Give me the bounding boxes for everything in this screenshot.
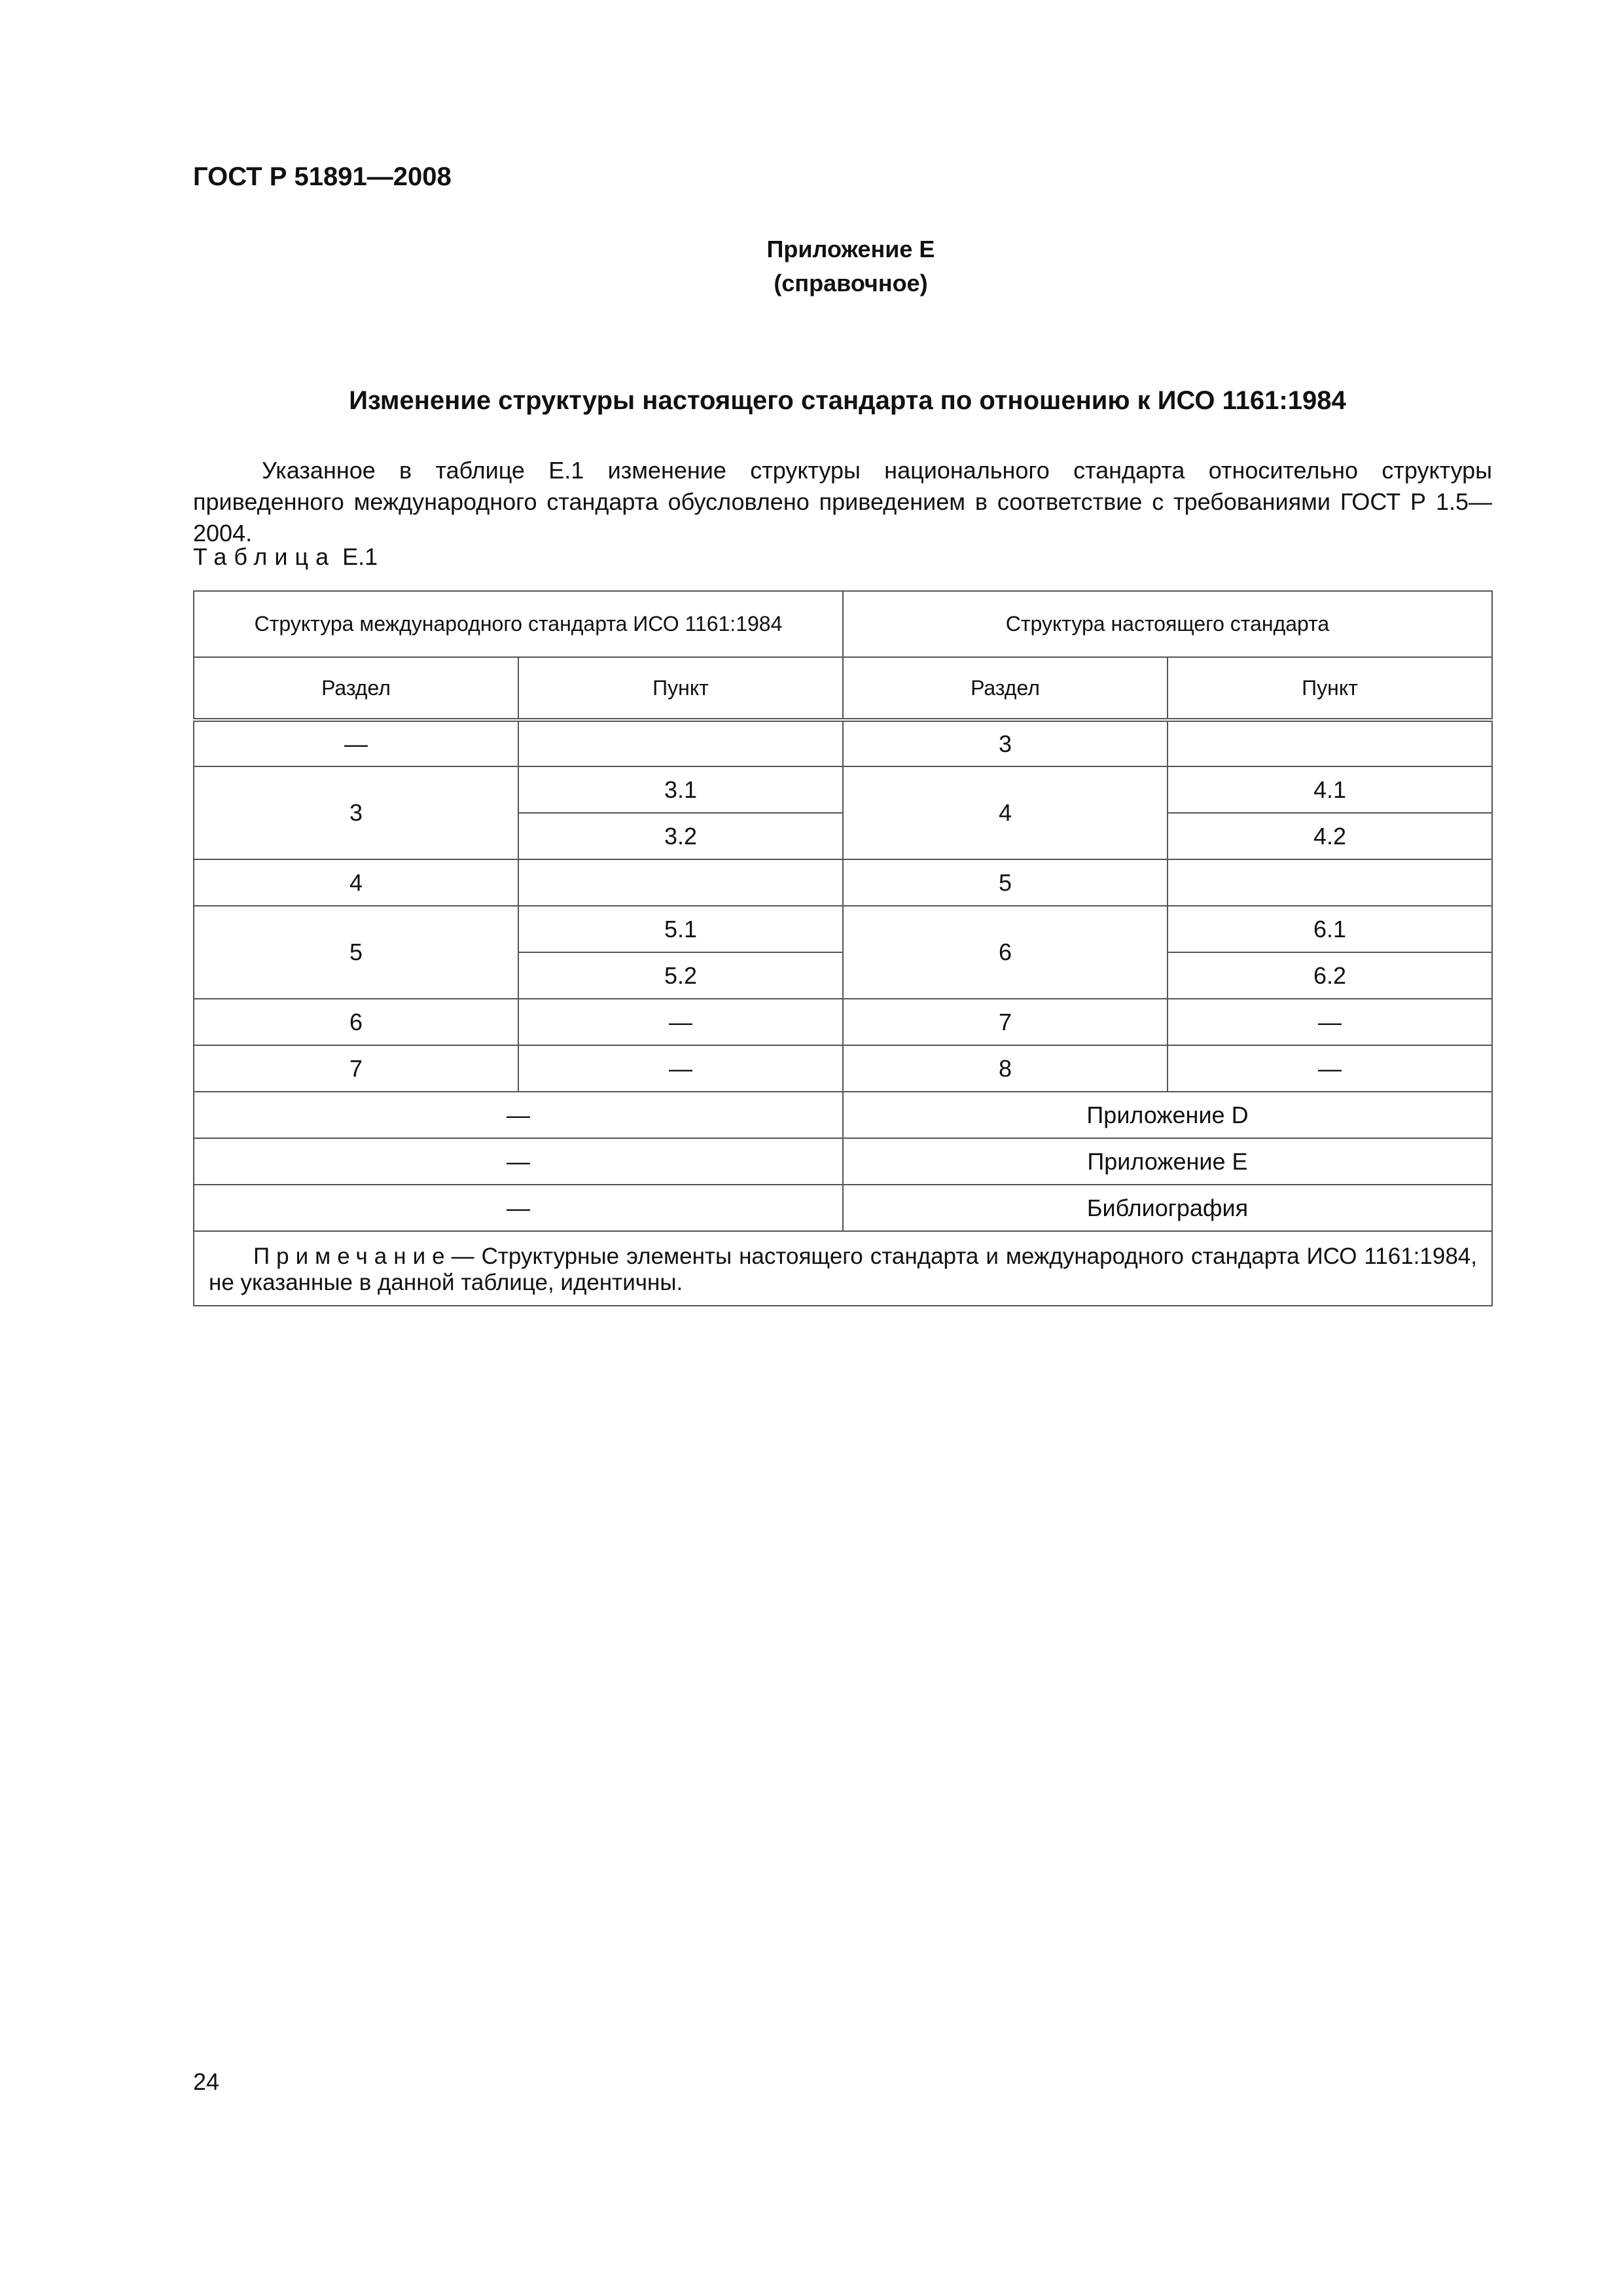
table-cell: — [518, 999, 843, 1045]
table-caption-word: Таблица [193, 543, 336, 570]
table-cell [1168, 720, 1492, 766]
table-row [194, 1185, 1492, 1231]
table-note-row [194, 1231, 1492, 1306]
annex-subtitle: (справочное) [774, 270, 928, 296]
table-cell: 4 [843, 766, 1168, 859]
table-row [194, 766, 1492, 813]
table-cell: Приложение Е [843, 1138, 1492, 1185]
document-code: ГОСТ Р 51891—2008 [193, 162, 452, 191]
table-row [194, 1138, 1492, 1185]
header-clause-intl: Пункт [518, 657, 843, 720]
table-caption [193, 543, 378, 571]
page-number: 24 [193, 2068, 220, 2095]
section-heading: Изменение структуры настоящего стандарта по отношению к ИСО 1161:1984 [349, 386, 1346, 415]
table-cell: — [194, 1185, 843, 1231]
table-cell: — [194, 720, 518, 766]
table-cell: Библиография [843, 1185, 1492, 1231]
table-cell: 3.1 [518, 766, 843, 813]
annex-title: Приложение Е [766, 236, 935, 262]
table-note-text: — Структурные элементы настоящего стандарта и международного стандарта ИСО 1161:1984, не указанные в данной таблице, идентичны. [209, 1244, 1477, 1295]
table-row [194, 1092, 1492, 1138]
header-section-intl: Раздел [194, 657, 518, 720]
table-cell: 5 [843, 859, 1168, 906]
table-cell: — [1168, 999, 1492, 1045]
table-header-group-row [194, 591, 1492, 657]
table-cell: 4 [194, 859, 518, 906]
table-row [194, 720, 1492, 766]
table-cell: 3 [843, 720, 1168, 766]
table-cell [518, 720, 843, 766]
table-cell: 8 [843, 1045, 1168, 1092]
table-cell: 3 [194, 766, 518, 859]
table-cell: 5.2 [518, 952, 843, 999]
table-note [194, 1231, 1492, 1306]
table-header-sub-row [194, 657, 1492, 720]
annex-title-block [687, 232, 1014, 300]
table-cell [1168, 859, 1492, 906]
table-cell: 6.2 [1168, 952, 1492, 999]
header-section-national: Раздел [843, 657, 1168, 720]
table-cell: 4.2 [1168, 813, 1492, 859]
table-cell: 5 [194, 906, 518, 999]
table-cell: — [1168, 1045, 1492, 1092]
header-clause-national: Пункт [1168, 657, 1492, 720]
table-cell: 7 [843, 999, 1168, 1045]
table-cell: 6 [843, 906, 1168, 999]
table-cell [518, 859, 843, 906]
table-cell: Приложение D [843, 1092, 1492, 1138]
table-cell: — [194, 1092, 843, 1138]
table-row [194, 1045, 1492, 1092]
intro-paragraph [193, 455, 1492, 549]
table-note-label: Примечание [253, 1244, 452, 1269]
table-cell: — [194, 1138, 843, 1185]
table-cell: 5.1 [518, 906, 843, 952]
structure-table [193, 590, 1493, 1306]
table-row [194, 906, 1492, 952]
intro-paragraph-text: Указанное в таблице Е.1 изменение структуры национального стандарта относительно структуры приведенного международного стандарта обусловлено приведением в соответствие с требованиями ГОСТ Р 1.5—2004. [193, 457, 1492, 547]
header-international-structure: Структура международного стандарта ИСО 1161:1984 [194, 591, 843, 657]
header-national-structure: Структура настоящего стандарта [843, 591, 1492, 657]
table-caption-number: Е.1 [342, 543, 378, 570]
table-cell: 4.1 [1168, 766, 1492, 813]
table-cell: 3.2 [518, 813, 843, 859]
table-cell: 6 [194, 999, 518, 1045]
table-row [194, 999, 1492, 1045]
table-row [194, 859, 1492, 906]
table-cell: 6.1 [1168, 906, 1492, 952]
table-cell: — [518, 1045, 843, 1092]
table-cell: 7 [194, 1045, 518, 1092]
